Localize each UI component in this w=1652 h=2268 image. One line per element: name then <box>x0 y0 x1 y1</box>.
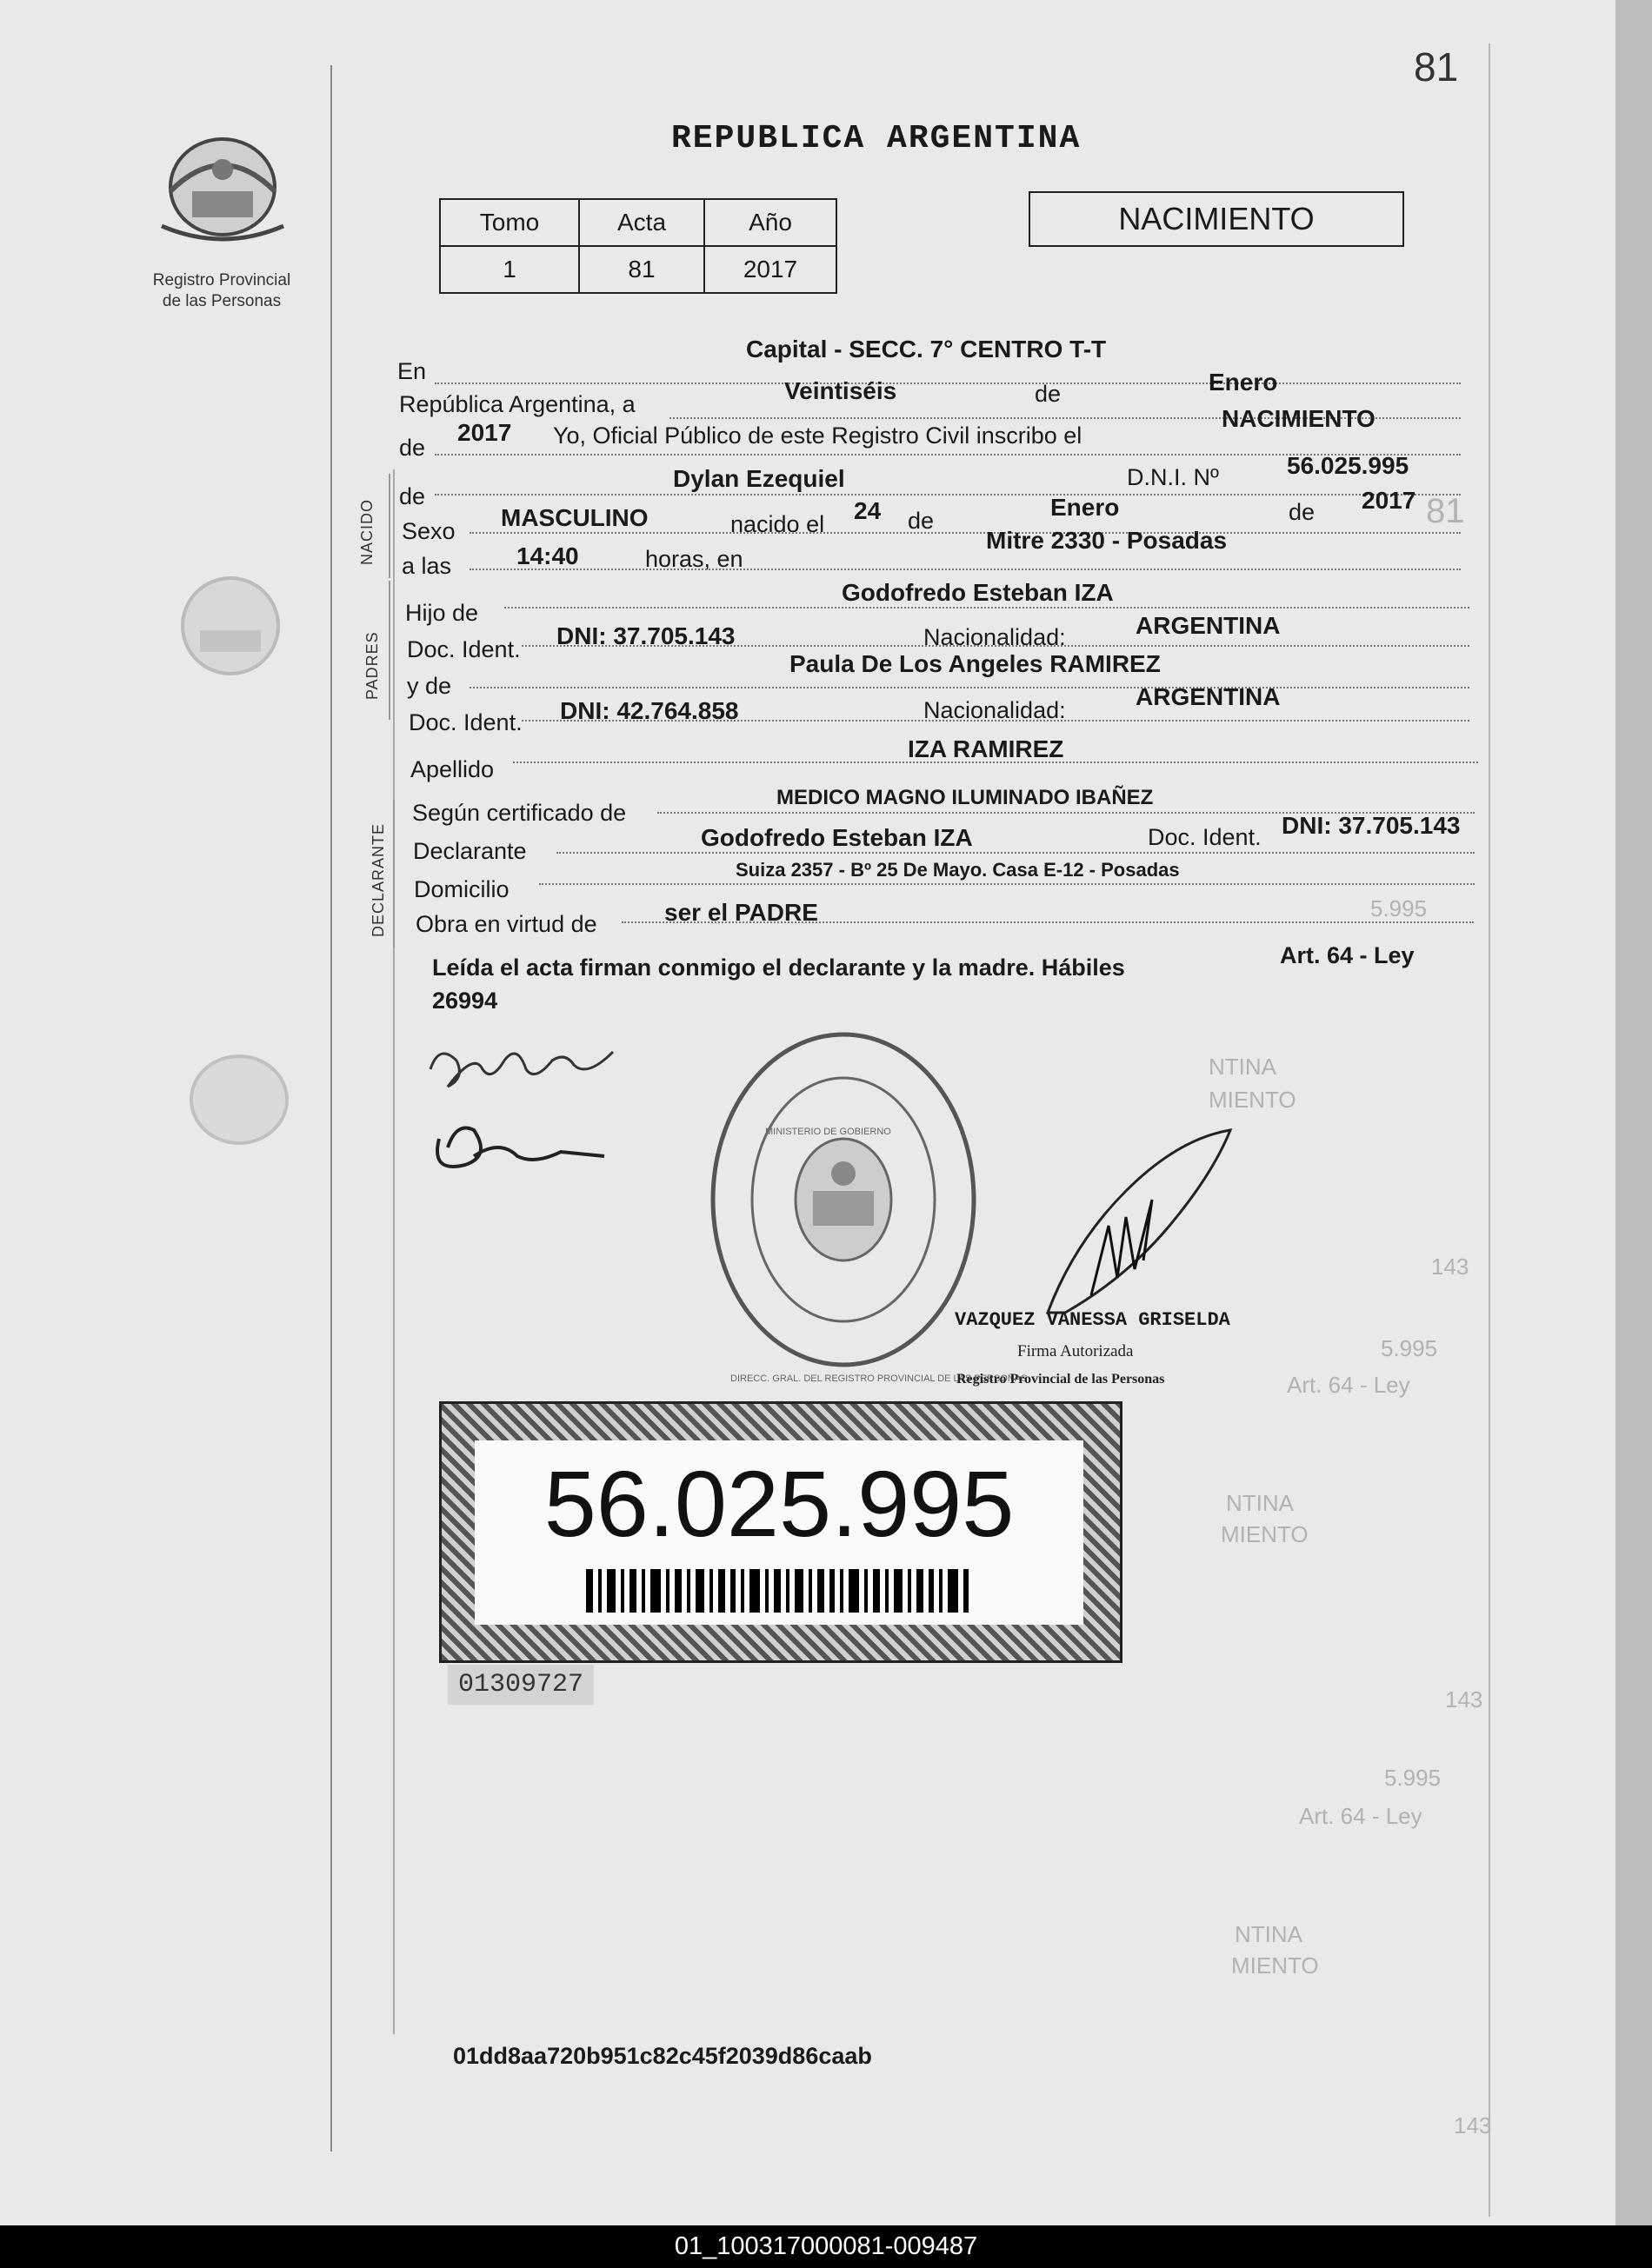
dotted-line <box>470 532 1461 534</box>
label-segun-certificado: Según certificado de <box>412 800 627 826</box>
value-obra-virtud: ser el PADRE <box>664 899 818 926</box>
value-declarante-doc: DNI: 37.705.143 <box>1282 812 1461 839</box>
bleed-through-text: 143 <box>1445 1686 1483 1713</box>
label-sexo: Sexo <box>402 518 456 544</box>
dotted-line <box>539 883 1475 885</box>
value-lugar: Capital - SECC. 7° CENTRO T-T <box>746 336 1107 362</box>
anio-header: Año <box>704 199 836 246</box>
declarant-signature <box>422 1034 648 1191</box>
dotted-line <box>622 921 1474 923</box>
dotted-line <box>556 852 1475 854</box>
label-de: de <box>399 483 426 509</box>
notes-art: Art. 64 - Ley <box>1280 942 1415 968</box>
label-doc-ident: Doc. Ident. <box>407 636 521 662</box>
bleed-through-text: MIENTO <box>1231 1952 1319 1979</box>
acta-header: Acta <box>579 199 704 246</box>
official-signature <box>1039 1121 1248 1330</box>
label-nacionalidad: Nacionalidad: <box>923 697 1066 723</box>
value-mes: Enero <box>1209 369 1278 396</box>
document-hash: 01dd8aa720b951c82c45f2039d86caab <box>453 2043 872 2069</box>
label-doc-ident: Doc. Ident. <box>409 709 523 735</box>
document-title: REPUBLICA ARGENTINA <box>671 120 1082 157</box>
dotted-line <box>435 494 1461 496</box>
bleed-through-text: 81 <box>1426 492 1465 530</box>
value-padre: Godofredo Esteban IZA <box>842 579 1114 606</box>
value-sexo: MASCULINO <box>501 504 649 531</box>
signer-role: Firma Autorizada <box>1017 1342 1134 1360</box>
label-dni-n: D.N.I. Nº <box>1127 464 1219 490</box>
label-yo-oficial: Yo, Oficial Público de este Registro Civil inscribo el <box>553 422 1082 449</box>
value-madre-doc: DNI: 42.764.858 <box>560 697 739 724</box>
value-anio-nac: 2017 <box>1362 487 1416 514</box>
label-nacido-el: nacido el <box>730 511 825 537</box>
page-number: 81 <box>1414 44 1459 90</box>
value-hora: 14:40 <box>516 542 579 569</box>
bleed-through-text: 143 <box>1431 1254 1469 1280</box>
value-dni: 56.025.995 <box>1287 452 1409 479</box>
dotted-line <box>435 382 1461 384</box>
label-doc-ident: Doc. Ident. <box>1148 824 1262 850</box>
notes-line-1: Leída el acta firman conmigo el declarante y la madre. Hábiles <box>432 954 1125 981</box>
page-edge <box>1615 0 1652 2225</box>
bleed-through-text: 143 <box>1454 2112 1492 2138</box>
label-en: En <box>397 358 427 384</box>
label-de: de <box>908 508 935 534</box>
bleed-crest-icon <box>165 565 296 687</box>
right-margin-rule <box>1489 43 1490 2217</box>
misiones-crest-icon <box>153 122 292 243</box>
bleed-through-text: MIENTO <box>1209 1087 1296 1113</box>
label-a-las: a las <box>402 553 452 579</box>
anio-value: 2017 <box>704 246 836 293</box>
label-de: de <box>399 435 426 461</box>
serial-number: 01309727 <box>448 1665 594 1705</box>
acta-value: 81 <box>579 246 704 293</box>
bleed-through-text: 5.995 <box>1384 1765 1442 1791</box>
bleed-through-text: 5.995 <box>1370 895 1428 921</box>
notes-line-2: 26994 <box>432 988 498 1014</box>
record-type-box: NACIMIENTO <box>1029 191 1404 247</box>
dotted-line <box>513 762 1478 763</box>
tomo-value: 1 <box>440 246 579 293</box>
form-left-rule <box>393 469 395 2034</box>
bleed-through-text: MIENTO <box>1221 1521 1309 1547</box>
label-apellido: Apellido <box>410 756 495 782</box>
side-label-declarante: DECLARANTE <box>370 822 387 937</box>
label-horas-en: horas, en <box>645 546 743 572</box>
value-nombre: Dylan Ezequiel <box>673 465 845 492</box>
value-declarante: Godofredo Esteban IZA <box>701 824 973 851</box>
section-rule <box>389 581 390 720</box>
section-rule <box>389 474 390 578</box>
dotted-line <box>522 720 1469 722</box>
registry-line-2: de las Personas <box>162 292 282 310</box>
label-republica: República Argentina, a <box>399 391 636 417</box>
bleed-crest-icon <box>174 1043 304 1156</box>
bleed-through-text: 5.995 <box>1381 1335 1438 1361</box>
barcode-block <box>439 1401 1122 1663</box>
seal-text: DIRECC. GRAL. DEL REGISTRO PROVINCIAL DE LAS PERSONAS <box>730 1373 1028 1384</box>
dotted-line <box>470 687 1469 688</box>
bleed-through-text: NTINA <box>1235 1921 1302 1947</box>
label-y-de: y de <box>407 673 452 699</box>
dotted-line <box>470 569 1461 570</box>
value-dia-nac: 24 <box>854 497 882 524</box>
barcode-label <box>475 1440 1083 1625</box>
value-madre-nac: ARGENTINA <box>1136 683 1281 710</box>
section-rule <box>393 800 395 948</box>
barcode-number: 56.025.995 <box>543 1451 1015 1556</box>
dotted-line <box>522 645 1469 647</box>
label-hijo-de: Hijo de <box>405 600 479 626</box>
value-padre-nac: ARGENTINA <box>1136 612 1281 639</box>
label-de: de <box>1289 499 1316 525</box>
bleed-through-text: NTINA <box>1226 1490 1294 1516</box>
seal-inner-text: MINISTERIO DE GOBIERNO <box>765 1127 891 1137</box>
value-lugar-nac: Mitre 2330 - Posadas <box>986 527 1228 554</box>
left-margin-rule <box>330 65 332 2152</box>
tomo-header: Tomo <box>440 199 579 246</box>
value-dia-letras: Veintiséis <box>784 377 897 404</box>
label-domicilio: Domicilio <box>414 876 510 902</box>
value-certificado: MEDICO MAGNO ILUMINADO IBAÑEZ <box>776 786 1154 809</box>
label-nacionalidad: Nacionalidad: <box>923 624 1066 650</box>
bleed-through-text: Art. 64 - Ley <box>1287 1372 1410 1398</box>
label-declarante: Declarante <box>413 838 527 864</box>
signer-office: Registro Provincial de las Personas <box>956 1372 1165 1387</box>
dotted-line <box>504 607 1469 609</box>
barcode-icon <box>586 1569 969 1613</box>
value-padre-doc: DNI: 37.705.143 <box>556 622 736 649</box>
label-de: de <box>1035 381 1062 407</box>
official-seal <box>704 1026 983 1373</box>
value-apellido: IZA RAMIREZ <box>908 735 1064 762</box>
value-madre: Paula De Los Angeles RAMIREZ <box>789 650 1161 677</box>
value-domicilio: Suiza 2357 - Bº 25 De Mayo. Casa E-12 - Posadas <box>736 859 1180 881</box>
registry-line-1: Registro Provincial <box>152 271 291 289</box>
record-table <box>439 198 837 294</box>
bleed-through-text: Art. 64 - Ley <box>1299 1803 1422 1829</box>
label-obra-en-virtud: Obra en virtud de <box>416 911 597 937</box>
value-mes-nac: Enero <box>1050 494 1120 521</box>
footer-id: 01_100317000081-009487 <box>0 2225 1652 2268</box>
value-anio: 2017 <box>457 419 512 446</box>
bleed-through-text: NTINA <box>1209 1054 1276 1080</box>
signer-name: VAZQUEZ VANESSA GRISELDA <box>955 1309 1230 1331</box>
side-label-padres: PADRES <box>363 631 381 700</box>
value-inscripcion: NACIMIENTO <box>1222 405 1376 432</box>
side-label-nacido: NACIDO <box>358 498 376 565</box>
